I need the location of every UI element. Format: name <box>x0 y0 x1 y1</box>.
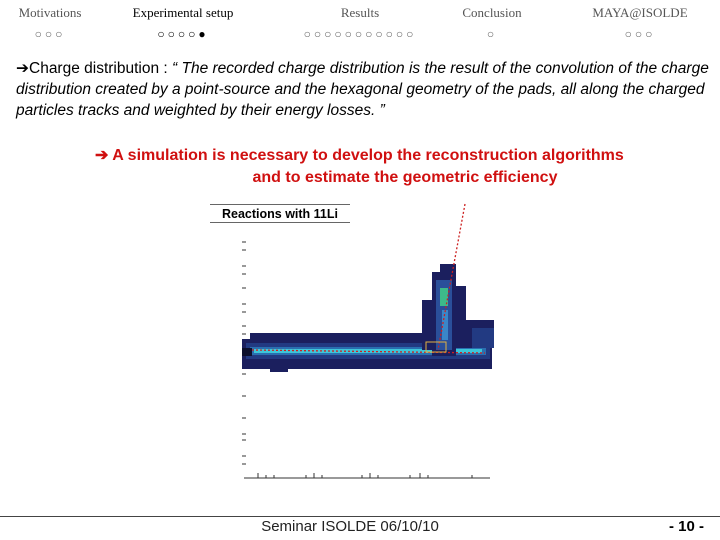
charge-distribution-paragraph <box>16 58 716 121</box>
footer-divider <box>0 516 720 517</box>
simulation-note-line-1 <box>95 145 705 167</box>
charge-distribution-figure <box>210 200 510 485</box>
nav-label: Conclusion <box>462 5 522 20</box>
simulation-note <box>95 145 705 189</box>
nav-progress-dots: ○○○○○○○○○○○ <box>303 27 417 41</box>
charge-heatmap <box>210 200 510 485</box>
simulation-note-line-2: and to estimate the geometric efficiency <box>252 169 558 186</box>
nav-label: Motivations <box>18 5 82 20</box>
intro-text: Charge distribution : <box>29 60 173 77</box>
nav-progress-dots: ○○○○● <box>157 27 209 41</box>
nav-item-results[interactable] <box>285 5 435 42</box>
nav-label: MAYA@ISOLDE <box>592 5 688 20</box>
nav-item-experimental-setup[interactable] <box>118 5 248 42</box>
nav-item-conclusion[interactable] <box>452 5 532 42</box>
nav-progress-dots: ○○○ <box>624 27 656 41</box>
nav-label: Results <box>340 5 380 20</box>
right-arrow-icon: ➔ <box>16 60 29 77</box>
definition-quote: “ The recorded charge distribution is the result of the convolution of the charge distribution created by a point-source and the hexagonal geometry of the pads, all along the charged particles tracks and weighted by their energy losses. ” <box>16 60 709 119</box>
nav-label: Experimental setup <box>132 5 234 20</box>
bottom-axis-ticks <box>258 473 472 478</box>
page-number: - 10 - <box>668 518 704 535</box>
nav-progress-dots: ○○○ <box>34 27 66 41</box>
right-arrow-icon: ➔ <box>95 147 109 164</box>
note-text-1: A simulation is necessary to develop the reconstruction algorithms <box>112 147 624 164</box>
section-navigation <box>0 0 720 48</box>
footer-seminar: Seminar ISOLDE 06/10/10 <box>261 518 439 535</box>
nav-progress-dots: ○ <box>486 27 498 41</box>
figure-title: Reactions with 11Li <box>210 204 350 223</box>
nav-item-motivations[interactable] <box>10 5 90 42</box>
nav-item-maya-isolde[interactable] <box>580 5 700 42</box>
